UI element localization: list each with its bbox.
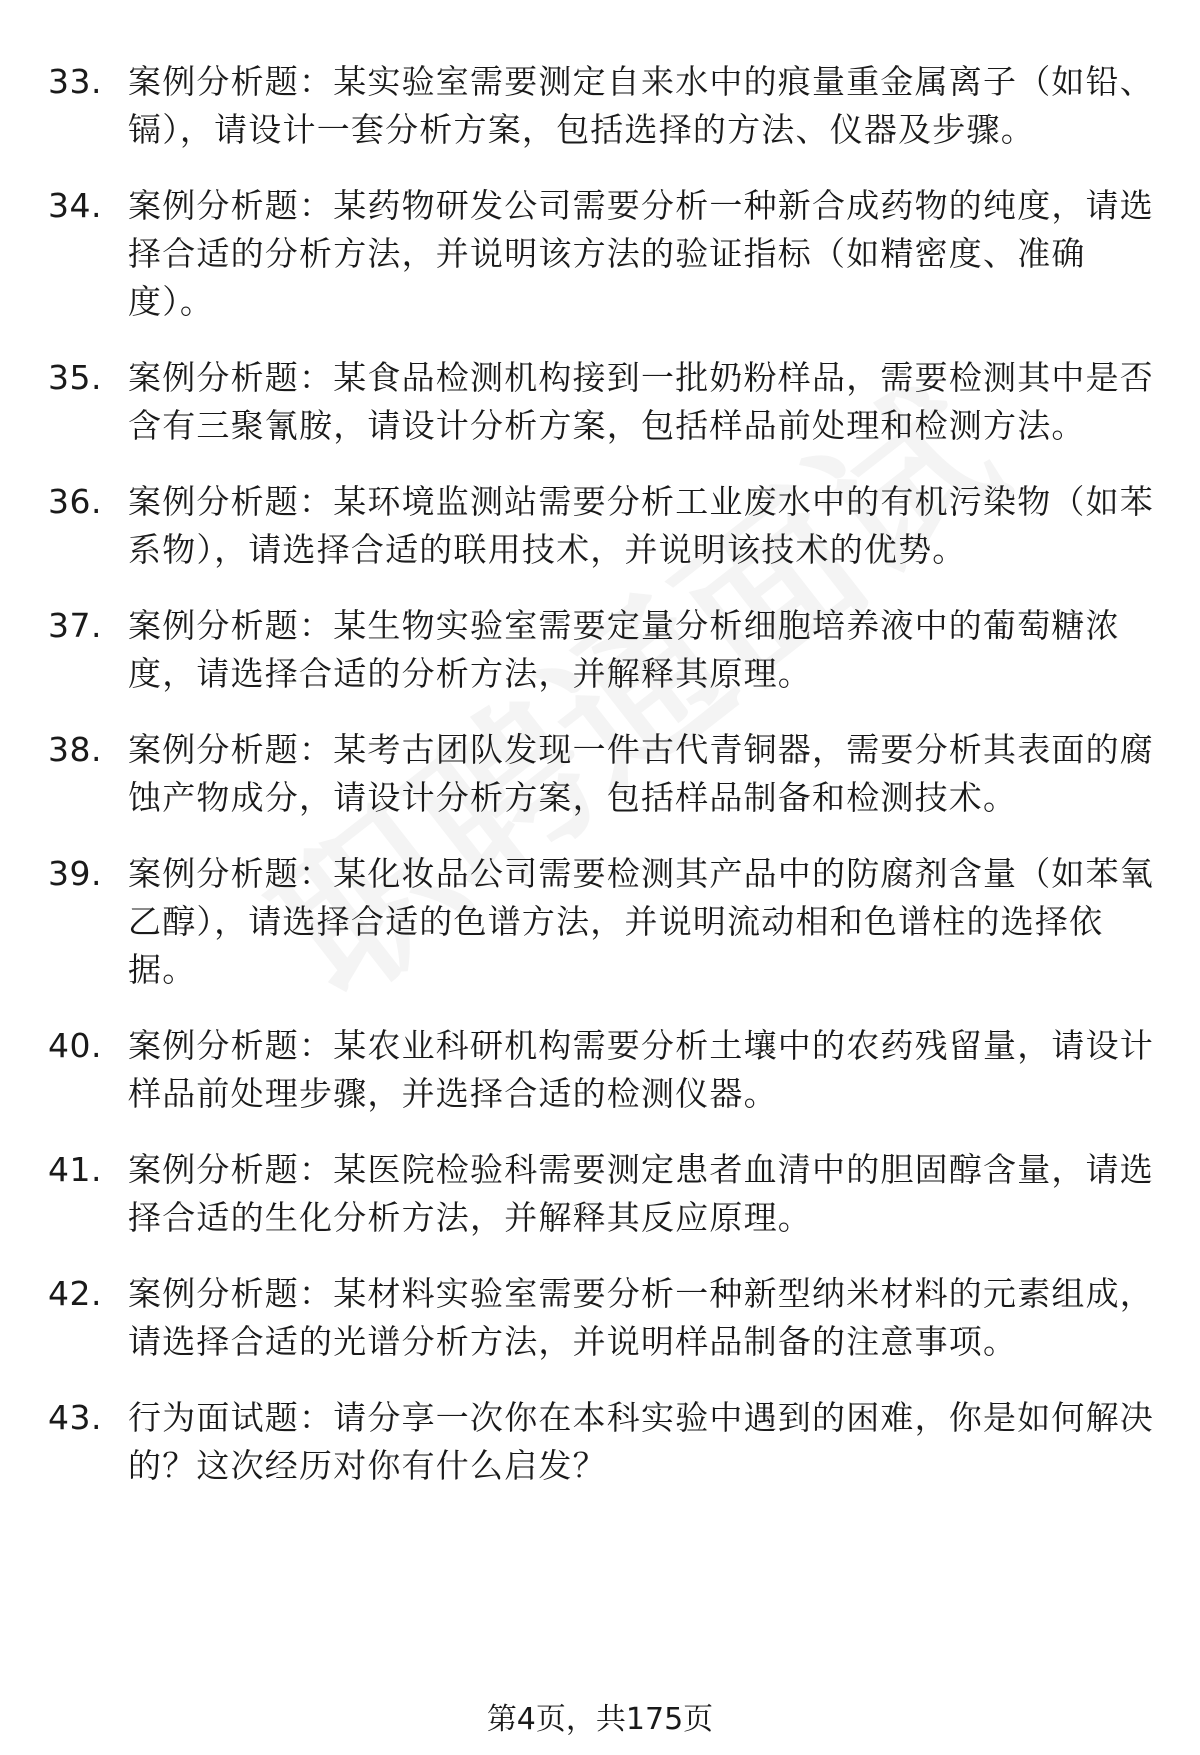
question-number: 33. — [48, 62, 102, 101]
question-text: 案例分析题：某食品检测机构接到一批奶粉样品，需要检测其中是否含有三聚氰胺，请设计分析方案，包括样品前处理和检测方法。 — [128, 358, 1154, 445]
question-item — [48, 850, 1158, 994]
question-text: 案例分析题：某环境监测站需要分析工业废水中的有机污染物（如苯系物），请选择合适的联用技术，并说明该技术的优势。 — [128, 482, 1154, 569]
question-number: 40. — [48, 1026, 102, 1065]
question-number: 41. — [48, 1150, 102, 1189]
question-item — [48, 1270, 1158, 1366]
question-item — [48, 478, 1158, 574]
question-number: 38. — [48, 730, 102, 769]
question-number: 39. — [48, 854, 102, 893]
question-item — [48, 182, 1158, 326]
question-item — [48, 354, 1158, 450]
question-text: 案例分析题：某材料实验室需要分析一种新型纳米材料的元素组成，请选择合适的光谱分析方法，并说明样品制备的注意事项。 — [128, 1274, 1154, 1361]
question-number: 42. — [48, 1274, 102, 1313]
question-list — [48, 58, 1158, 1518]
question-text: 案例分析题：某药物研发公司需要分析一种新合成药物的纯度，请选择合适的分析方法，并说明该方法的验证指标（如精密度、准确度）。 — [128, 186, 1154, 321]
question-number: 37. — [48, 606, 102, 645]
question-item — [48, 602, 1158, 698]
question-item — [48, 1022, 1158, 1118]
question-text: 案例分析题：某生物实验室需要定量分析细胞培养液中的葡萄糖浓度，请选择合适的分析方法，并解释其原理。 — [128, 606, 1120, 693]
question-text: 案例分析题：某实验室需要测定自来水中的痕量重金属离子（如铅、镉），请设计一套分析方案，包括选择的方法、仪器及步骤。 — [128, 62, 1154, 149]
question-text: 案例分析题：某农业科研机构需要分析土壤中的农药残留量，请设计样品前处理步骤，并选择合适的检测仪器。 — [128, 1026, 1154, 1113]
question-item — [48, 58, 1158, 154]
question-number: 36. — [48, 482, 102, 521]
question-text: 案例分析题：某化妆品公司需要检测其产品中的防腐剂含量（如苯氧乙醇），请选择合适的色谱方法，并说明流动相和色谱柱的选择依据。 — [128, 854, 1154, 989]
question-item — [48, 726, 1158, 822]
question-number: 34. — [48, 186, 102, 225]
page-number-footer: 第4页，共175页 — [486, 1702, 714, 1737]
question-text: 案例分析题：某考古团队发现一件古代青铜器，需要分析其表面的腐蚀产物成分，请设计分析方案，包括样品制备和检测技术。 — [128, 730, 1154, 817]
question-number: 35. — [48, 358, 102, 397]
question-text: 行为面试题：请分享一次你在本科实验中遇到的困难，你是如何解决的？这次经历对你有什么启发？ — [128, 1398, 1154, 1485]
question-number: 43. — [48, 1398, 102, 1437]
question-text: 案例分析题：某医院检验科需要测定患者血清中的胆固醇含量，请选择合适的生化分析方法，并解释其反应原理。 — [128, 1150, 1154, 1237]
question-item — [48, 1394, 1158, 1490]
question-item — [48, 1146, 1158, 1242]
